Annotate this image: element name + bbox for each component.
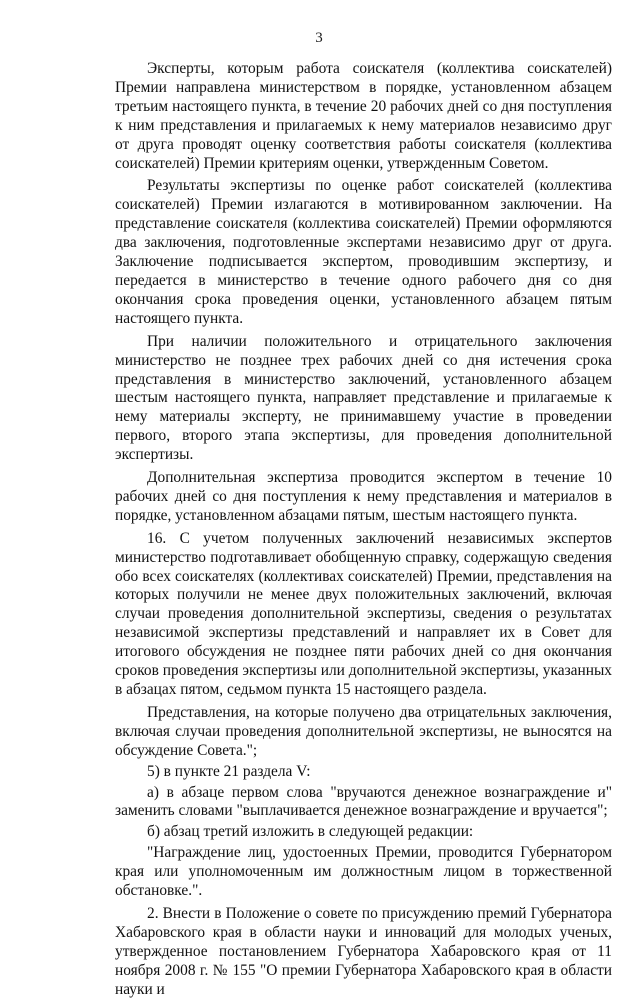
page-number: 3 bbox=[315, 30, 323, 46]
paragraph-experts-assessment: Эксперты, которым работа соискателя (коллектива соискателей) Премии направлена министерством в порядке, установленном абзацем третьим настоящего пункта, в течение 20 рабочих дней со дня поступления к ним представления и прилагаемых к нему материалов независимо друг от друга проводят оценку соответствия работы соискателя (коллектива соискателей) Премии критериям оценки, утвержденным Советом. bbox=[115, 60, 612, 172]
document-body bbox=[115, 60, 612, 1004]
paragraph-additional-expertise: Дополнительная экспертиза проводится экспертом в течение 10 рабочих дней со дня поступления к нему представления и материалов в порядке, установленном абзацами пятым, шестым настоящего пункта. bbox=[115, 469, 612, 524]
paragraph-conflicting-conclusions: При наличии положительного и отрицательного заключения министерство не позднее трех рабочих дней со дня истечения срока представления в министерство заключений, установленного абзацем шестым настоящего пункта, направляет представление и прилагаемые к нему материалы эксперту, не принимавшему участие в проведении первого, второго этапа экспертизы, для проведения дополнительной экспертизы. bbox=[115, 332, 612, 464]
paragraph-subitem-b: б) абзац третий изложить в следующей редакции: bbox=[147, 823, 474, 841]
paragraph-item-2-amendment: 2. Внести в Положение о совете по присуждению премий Губернатора Хабаровского края в области науки и инноваций для молодых ученых, утвержденное постановлением Губернатора Хабаровского края от 11 ноября 2008 г. № 155 "О премии Губернатора Хабаровского края в области науки и bbox=[115, 904, 612, 998]
paragraph-subitem-a: а) в абзаце первом слова "вручаются денежное вознаграждение и" заменить словами "выплачивается денежное вознаграждение и вручается"; bbox=[115, 783, 612, 820]
paragraph-item-21-header: 5) в пункте 21 раздела V: bbox=[147, 762, 311, 780]
paragraph-award-ceremony: "Награждение лиц, удостоенных Премии, проводится Губернатором края или уполномоченным им должностным лицом в торжественной обстановке.". bbox=[115, 844, 612, 900]
paragraph-negative-conclusions: Представления, на которые получено два отрицательных заключения, включая случаи проведения дополнительной экспертизы, не выносятся на обсуждение Совета."; bbox=[115, 703, 612, 759]
paragraph-expertise-results: Результаты экспертизы по оценке работ соискателей (коллектива соискателей) Премии излагаются в мотивированном заключении. На представление соискателя (коллектива соискателей) Премии оформляются два заключения, подготовленные экспертами независимо друг от друга. Заключение подписывается экспертом, проводившим экспертизу, и передается в министерство в течение одного рабочего дня со дня окончания срока проведения оценки, установленного абзацем пятым настоящего пункта. bbox=[115, 177, 612, 327]
paragraph-item-16: 16. С учетом полученных заключений независимых экспертов министерство подготавливает обобщенную справку, содержащую сведения обо всех соискателях (коллективах соискателей) Премии, представления на которых получили не менее двух положительных заключений, включая случаи проведения дополнительной экспертизы, сведения о результатах независимой экспертизы представлений и направляет их в Совет для итогового обсуждения не позднее пяти рабочих дней со дня окончания сроков проведения экспертизы или дополнительной экспертизы, указанных в абзацах пятом, седьмом пункта 15 настоящего раздела. bbox=[115, 529, 612, 698]
